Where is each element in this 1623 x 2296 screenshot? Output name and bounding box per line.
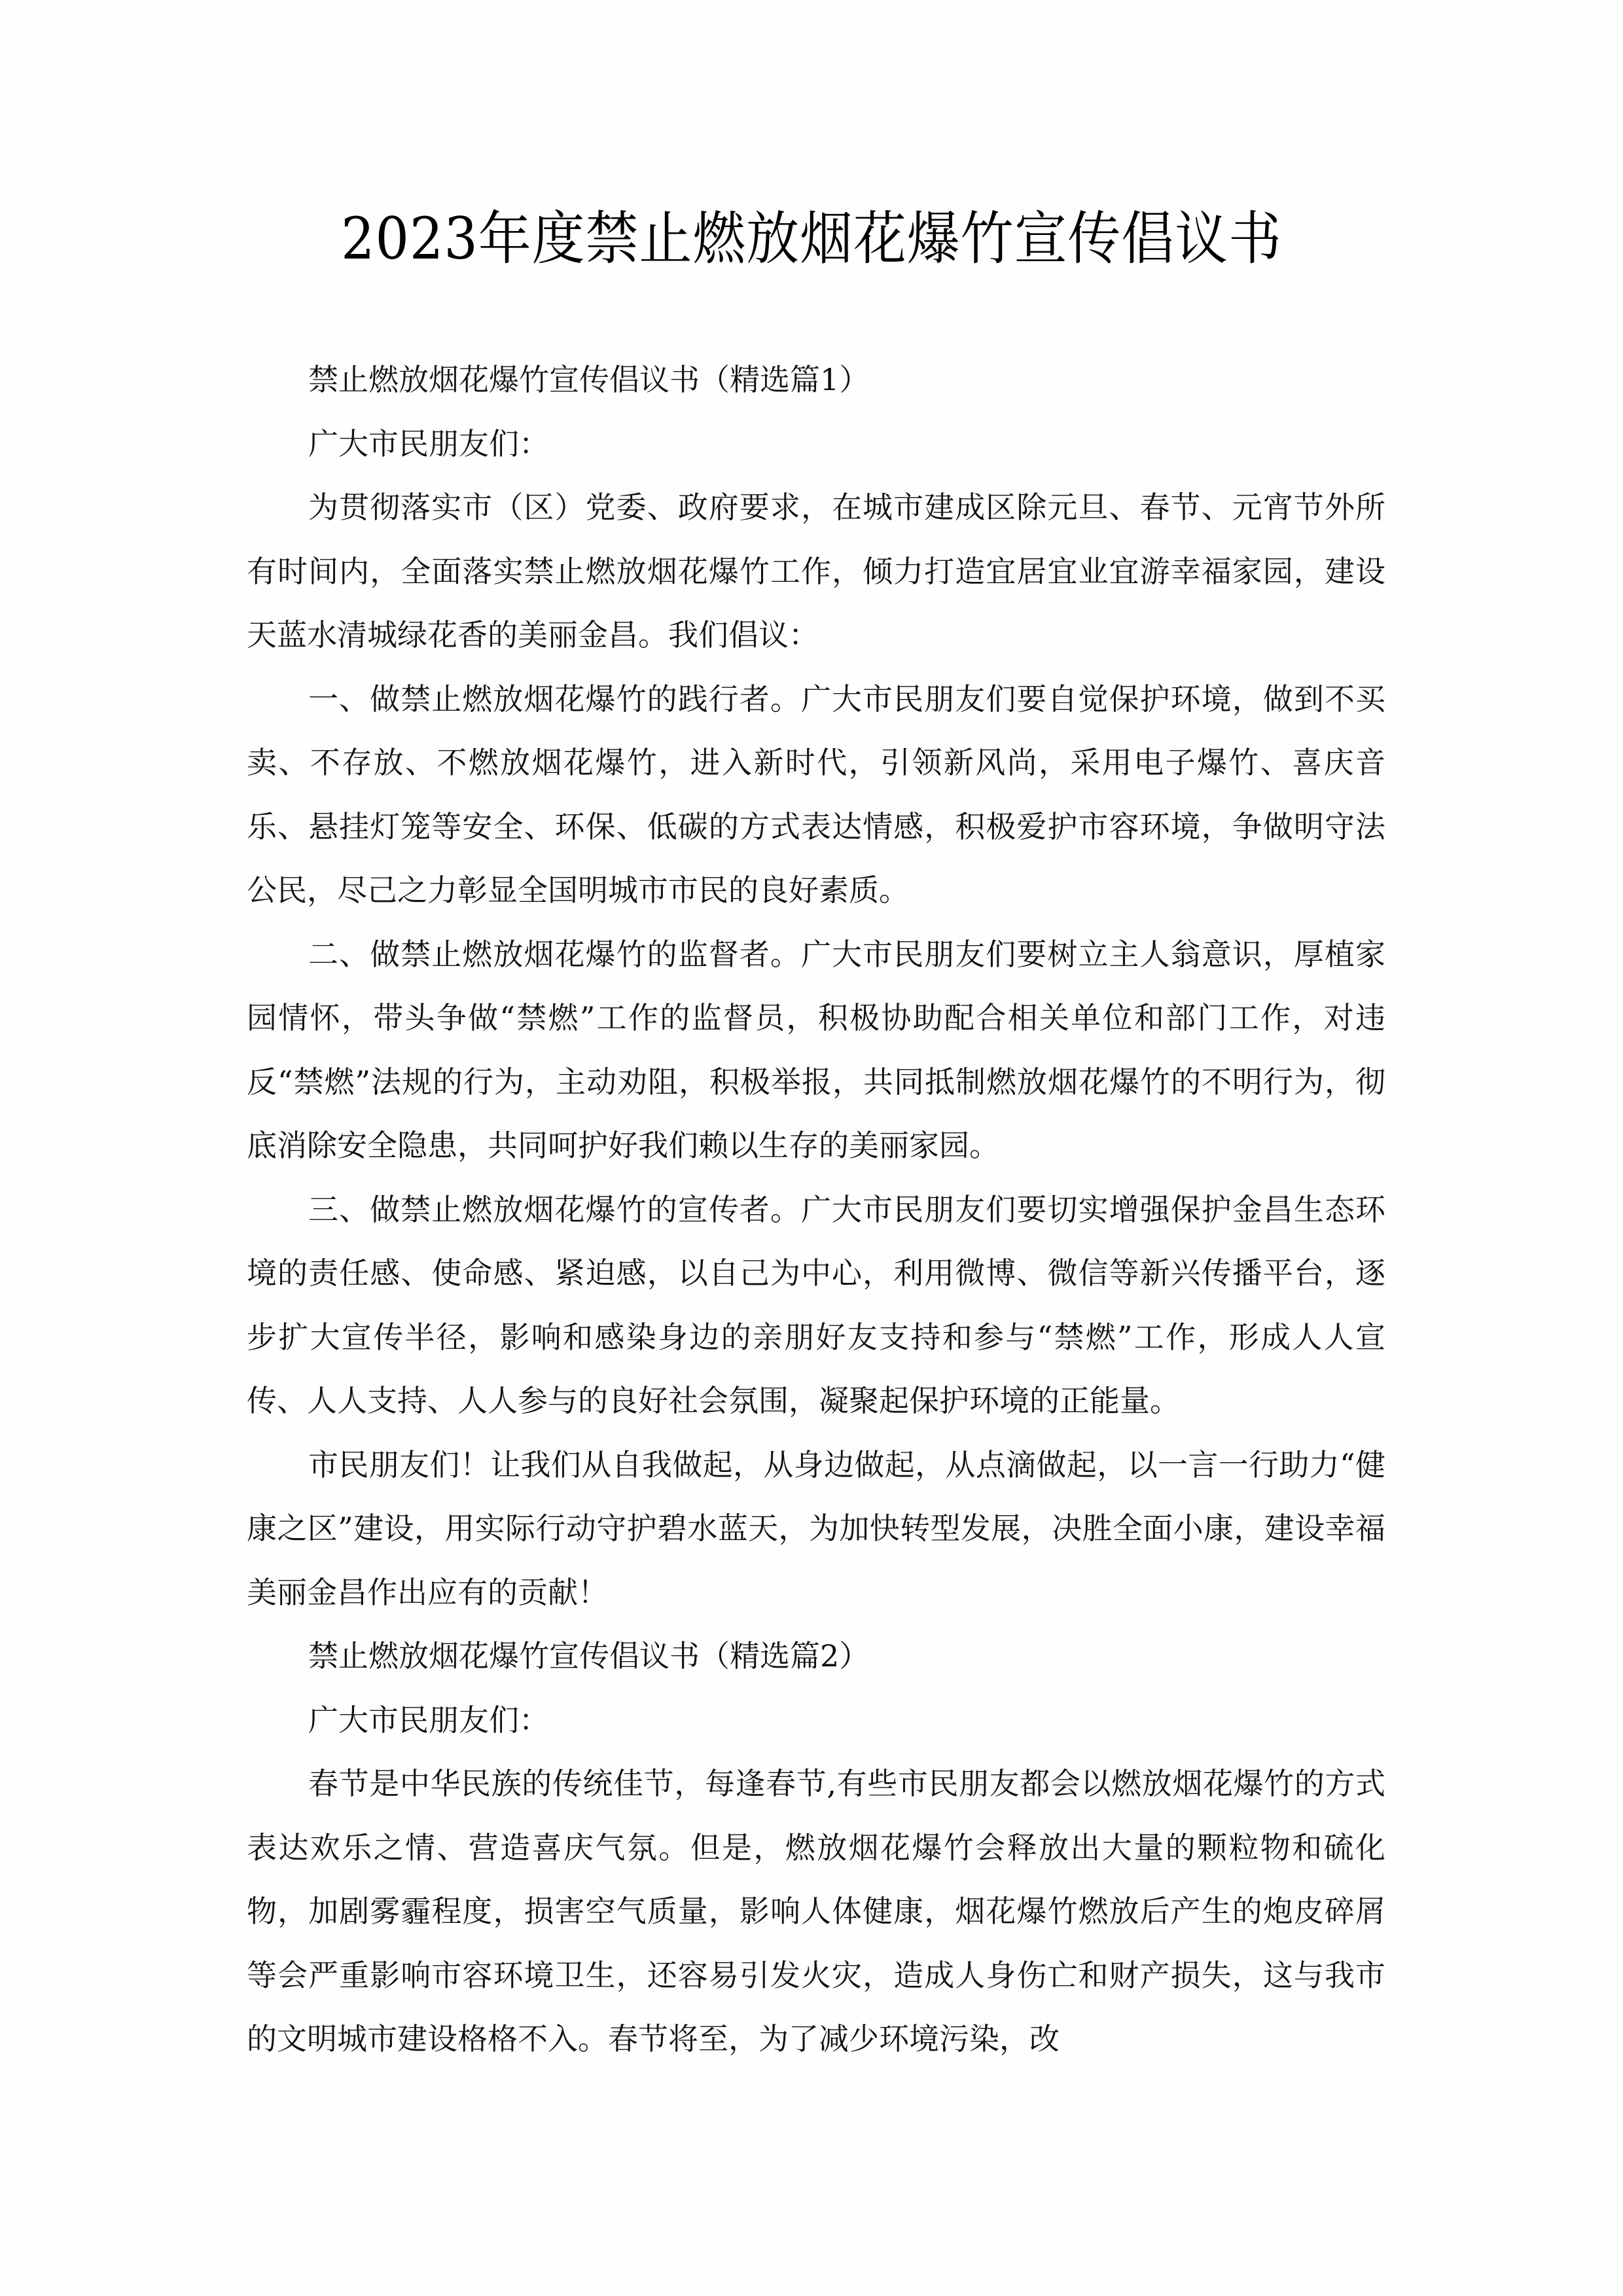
section-1-greeting: 广大市民朋友们： (308, 425, 549, 461)
section-2-heading: 禁止燃放烟花爆竹宣传倡议书（精选篇2） (308, 1638, 870, 1674)
section-2-greeting: 广大市民朋友们： (308, 1702, 549, 1738)
section-1-paragraph-closing: 市民朋友们！让我们从自我做起，从身边做起，从点滴做起，以一言一行助力“健康之区”建设，用实际行动守护碧水蓝天，为加快转型发展，决胜全面小康，建设幸福美丽金昌作出应有的贡献！ (247, 1446, 1385, 1610)
section-1-paragraph-promoter: 三、做禁止燃放烟花爆竹的宣传者。广大市民朋友们要切实增强保护金昌生态环境的责任感、使命感、紧迫感，以自己为中心，利用微博、微信等新兴传播平台，逐步扩大宣传半径，影响和感染身边的亲朋好友支持和参与“禁燃”工作，形成人人宣传、人人支持、人人参与的良好社会氛围，凝聚起保护环境的正能量。 (247, 1191, 1385, 1418)
document-body (247, 348, 1385, 2072)
section-1-paragraph-intro: 为贯彻落实市（区）党委、政府要求，在城市建成区除元旦、春节、元宵节外所有时间内，全面落实禁止燃放烟花爆竹工作，倾力打造宜居宜业宜游幸福家园，建设天蓝水清城绿花香的美丽金昌。我们倡议： (247, 490, 1385, 653)
section-2-paragraph-intro: 春节是中华民族的传统佳节，每逢春节,有些市民朋友都会以燃放烟花爆竹的方式表达欢乐之情、营造喜庆气氛。但是，燃放烟花爆竹会释放出大量的颗粒物和硫化物，加剧雾霾程度，损害空气质量，影响人体健康，烟花爆竹燃放后产生的炮皮碎屑等会严重影响市容环境卫生，还容易引发火灾，造成人身伤亡和财产损失，这与我市的文明城市建设格格不入。春节将至，为了减少环境污染，改 (247, 1766, 1385, 2056)
section-1-paragraph-supervisor: 二、做禁止燃放烟花爆竹的监督者。广大市民朋友们要树立主人翁意识，厚植家园情怀，带头争做“禁燃”工作的监督员，积极协助配合相关单位和部门工作，对违反“禁燃”法规的行为，主动劝阻，积极举报，共同抵制燃放烟花爆竹的不明行为，彻底消除安全隐患，共同呵护好我们赖以生存的美丽家园。 (247, 936, 1385, 1163)
document-title: 2023年度禁止燃放烟花爆竹宣传倡议书 (341, 205, 1282, 272)
section-1-heading: 禁止燃放烟花爆竹宣传倡议书（精选篇1） (308, 362, 870, 397)
section-1-paragraph-practitioner: 一、做禁止燃放烟花爆竹的践行者。广大市民朋友们要自觉保护环境，做到不买卖、不存放、不燃放烟花爆竹，进入新时代，引领新风尚，采用电子爆竹、喜庆音乐、悬挂灯笼等安全、环保、低碳的方式表达情感，积极爱护市容环境，争做明守法公民，尽己之力彰显全国明城市市民的良好素质。 (247, 681, 1385, 908)
